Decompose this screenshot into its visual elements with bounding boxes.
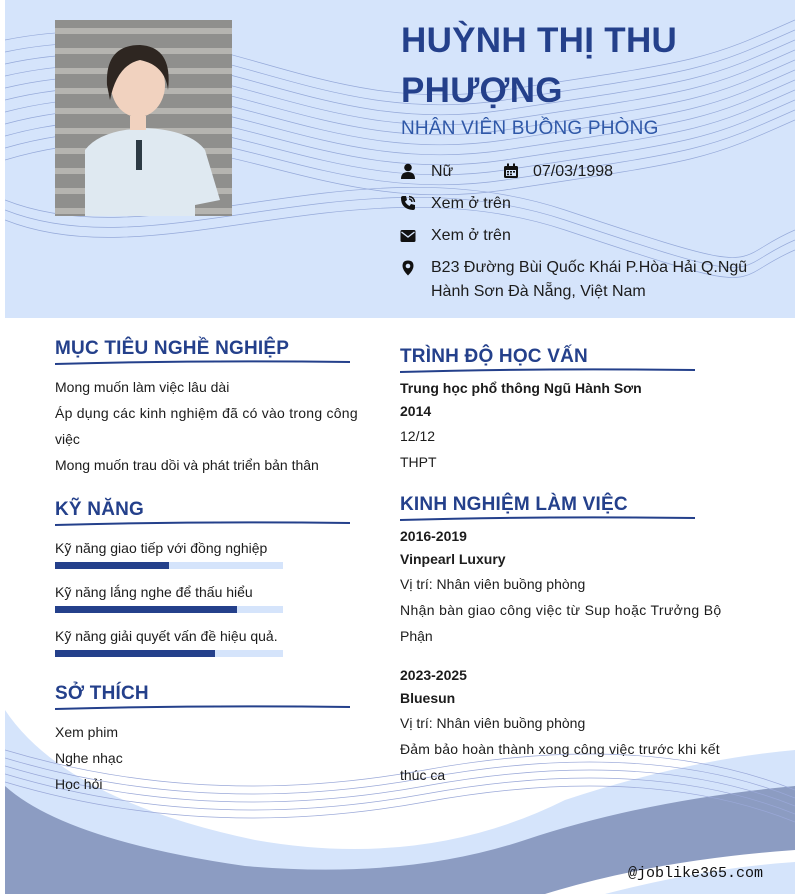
skill-label: Kỹ năng giải quyết vấn đề hiệu quả. bbox=[55, 628, 278, 644]
objective-underline bbox=[55, 358, 350, 368]
calendar-icon bbox=[503, 163, 519, 179]
education-grade: 12/12 bbox=[400, 428, 436, 444]
objective-line2-cont: việc bbox=[55, 431, 80, 447]
education-level: THPT bbox=[400, 454, 437, 470]
skill-bar-fill bbox=[55, 562, 169, 569]
location-pin-icon bbox=[400, 260, 416, 276]
skill-label: Kỹ năng lắng nghe để thấu hiểu bbox=[55, 584, 253, 600]
job-description-cont: thúc ca bbox=[400, 767, 446, 783]
job-description: Nhận bàn giao công việc từ Sup hoặc Trưởng Bộ bbox=[400, 602, 722, 618]
phone-value: Xem ở trên bbox=[431, 195, 511, 212]
phone-icon bbox=[400, 195, 416, 211]
skill-bar bbox=[55, 606, 283, 613]
job-description-cont: Phận bbox=[400, 628, 433, 644]
dob-value: 07/03/1998 bbox=[533, 163, 614, 180]
watermark: @joblike365.com bbox=[628, 865, 764, 882]
job-period: 2023-2025 bbox=[400, 667, 467, 683]
skill-bar bbox=[55, 650, 283, 657]
name-line1: HUỲNH THỊ THU bbox=[401, 21, 678, 60]
experience-underline bbox=[400, 514, 695, 524]
education-title: TRÌNH ĐỘ HỌC VẤN bbox=[400, 346, 588, 367]
objective-line3: Mong muốn trau dồi và phát triển bản thân bbox=[55, 457, 319, 473]
experience-title: KINH NGHIỆM LÀM VIỆC bbox=[400, 494, 628, 515]
hobby-item: Xem phim bbox=[55, 724, 119, 740]
gender-value: Nữ bbox=[431, 163, 454, 180]
address-line1: B23 Đường Bùi Quốc Khái P.Hòa Hải Q.Ngũ bbox=[431, 259, 748, 276]
education-underline bbox=[400, 366, 695, 376]
objective-line1: Mong muốn làm việc lâu dài bbox=[55, 379, 230, 395]
objective-line2: Áp dụng các kinh nghiệm đã có vào trong công bbox=[55, 405, 358, 421]
resume-page bbox=[5, 0, 795, 894]
skill-bar bbox=[55, 562, 283, 569]
profile-photo bbox=[55, 20, 232, 216]
name-line2: PHƯỢNG bbox=[401, 71, 563, 110]
hobbies-title: SỞ THÍCH bbox=[55, 683, 149, 704]
job-period: 2016-2019 bbox=[400, 528, 467, 544]
skills-underline bbox=[55, 519, 350, 529]
skill-bar-fill bbox=[55, 606, 237, 613]
objective-title: MỤC TIÊU NGHỀ NGHIỆP bbox=[55, 338, 290, 359]
hobby-item: Học hỏi bbox=[55, 776, 103, 792]
address-value bbox=[431, 256, 747, 304]
skill-bar-fill bbox=[55, 650, 215, 657]
envelope-icon bbox=[400, 228, 416, 244]
job-company: Vinpearl Luxury bbox=[400, 551, 506, 567]
skills-title: KỸ NĂNG bbox=[55, 499, 145, 520]
user-icon bbox=[400, 163, 416, 179]
job-description: Đảm bảo hoàn thành xong công việc trước khi kết bbox=[400, 741, 720, 757]
address-line2: Hành Sơn Đà Nẵng, Việt Nam bbox=[431, 283, 646, 300]
job-position: NHÂN VIÊN BUỒNG PHÒNG bbox=[401, 118, 659, 139]
email-value: Xem ở trên bbox=[431, 227, 511, 244]
job-company: Bluesun bbox=[400, 690, 456, 706]
job-role: Vị trí: Nhân viên buồng phòng bbox=[400, 715, 586, 731]
job-role: Vị trí: Nhân viên buồng phòng bbox=[400, 576, 586, 592]
hobbies-underline bbox=[55, 703, 350, 713]
school-name: Trung học phổ thông Ngũ Hành Sơn bbox=[400, 380, 642, 396]
candidate-name bbox=[401, 16, 741, 116]
skill-label: Kỹ năng giao tiếp với đồng nghiệp bbox=[55, 540, 268, 556]
graduation-year: 2014 bbox=[400, 403, 432, 419]
hobby-item: Nghe nhạc bbox=[55, 750, 123, 766]
header bbox=[5, 0, 795, 318]
